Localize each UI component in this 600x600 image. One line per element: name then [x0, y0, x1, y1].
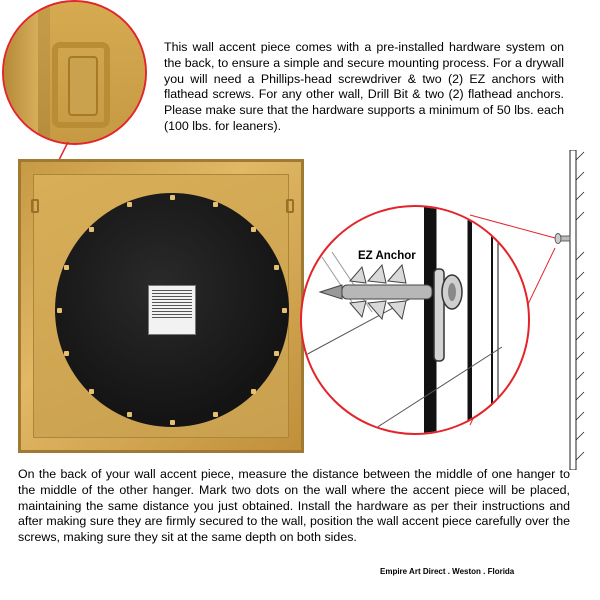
hanger-bracket-plate	[68, 56, 98, 116]
disc-tab	[127, 412, 132, 417]
disc-tab	[64, 351, 69, 356]
instruction-sticker	[148, 285, 196, 335]
disc-tab	[64, 265, 69, 270]
disc-tab	[57, 308, 62, 313]
wall-side-view	[550, 150, 600, 470]
mounting-steps-text: On the back of your wall accent piece, measure the distance between the middle of one hanger to the middle of the other hanger. Mark two dots on the wall where the accent piece will be placed, maintaining the same distance you just obtained. Install the hardware as per their instructions and after making sure they are firmly secured to the wall, position the wall accent piece carefully over the screws, making sure they sit at the same depth on both sides.	[18, 467, 570, 545]
mounting-intro-text: This wall accent piece comes with a pre-installed hardware system on the back, to ensure a simple and secure mounting process. For a drywall you will need a Phillips-head screwdriver & two (2) EZ anchors with flathead screws. For any other wall, Drill Bit & two (2) flathead anchors. Please make sure that the hardware supports a minimum of 50 lbs. each (100 lbs. for leaners).	[164, 40, 564, 133]
anchor-zoom-circle	[300, 205, 530, 435]
disc-tab	[282, 308, 287, 313]
disc-tab	[127, 202, 132, 207]
left-hanger-icon	[31, 199, 39, 213]
disc-tab	[170, 420, 175, 425]
disc-tab	[274, 351, 279, 356]
hanger-zoom-circle	[2, 0, 147, 145]
disc-tab	[251, 227, 256, 232]
disc-tab	[274, 265, 279, 270]
disc-tab	[89, 227, 94, 232]
disc-tab	[89, 389, 94, 394]
right-hanger-icon	[286, 199, 294, 213]
frame-shadow	[38, 2, 50, 143]
disc-tab	[213, 412, 218, 417]
disc-tab	[251, 389, 256, 394]
black-backing-disc	[55, 193, 289, 427]
product-back-view	[18, 159, 304, 453]
ez-anchor-label: EZ Anchor	[358, 250, 416, 262]
company-credit: Empire Art Direct . Weston . Florida	[380, 567, 515, 576]
disc-tab	[213, 202, 218, 207]
frame-edge	[4, 2, 38, 143]
disc-tab	[170, 195, 175, 200]
wall-anchor-illustration	[302, 207, 530, 435]
